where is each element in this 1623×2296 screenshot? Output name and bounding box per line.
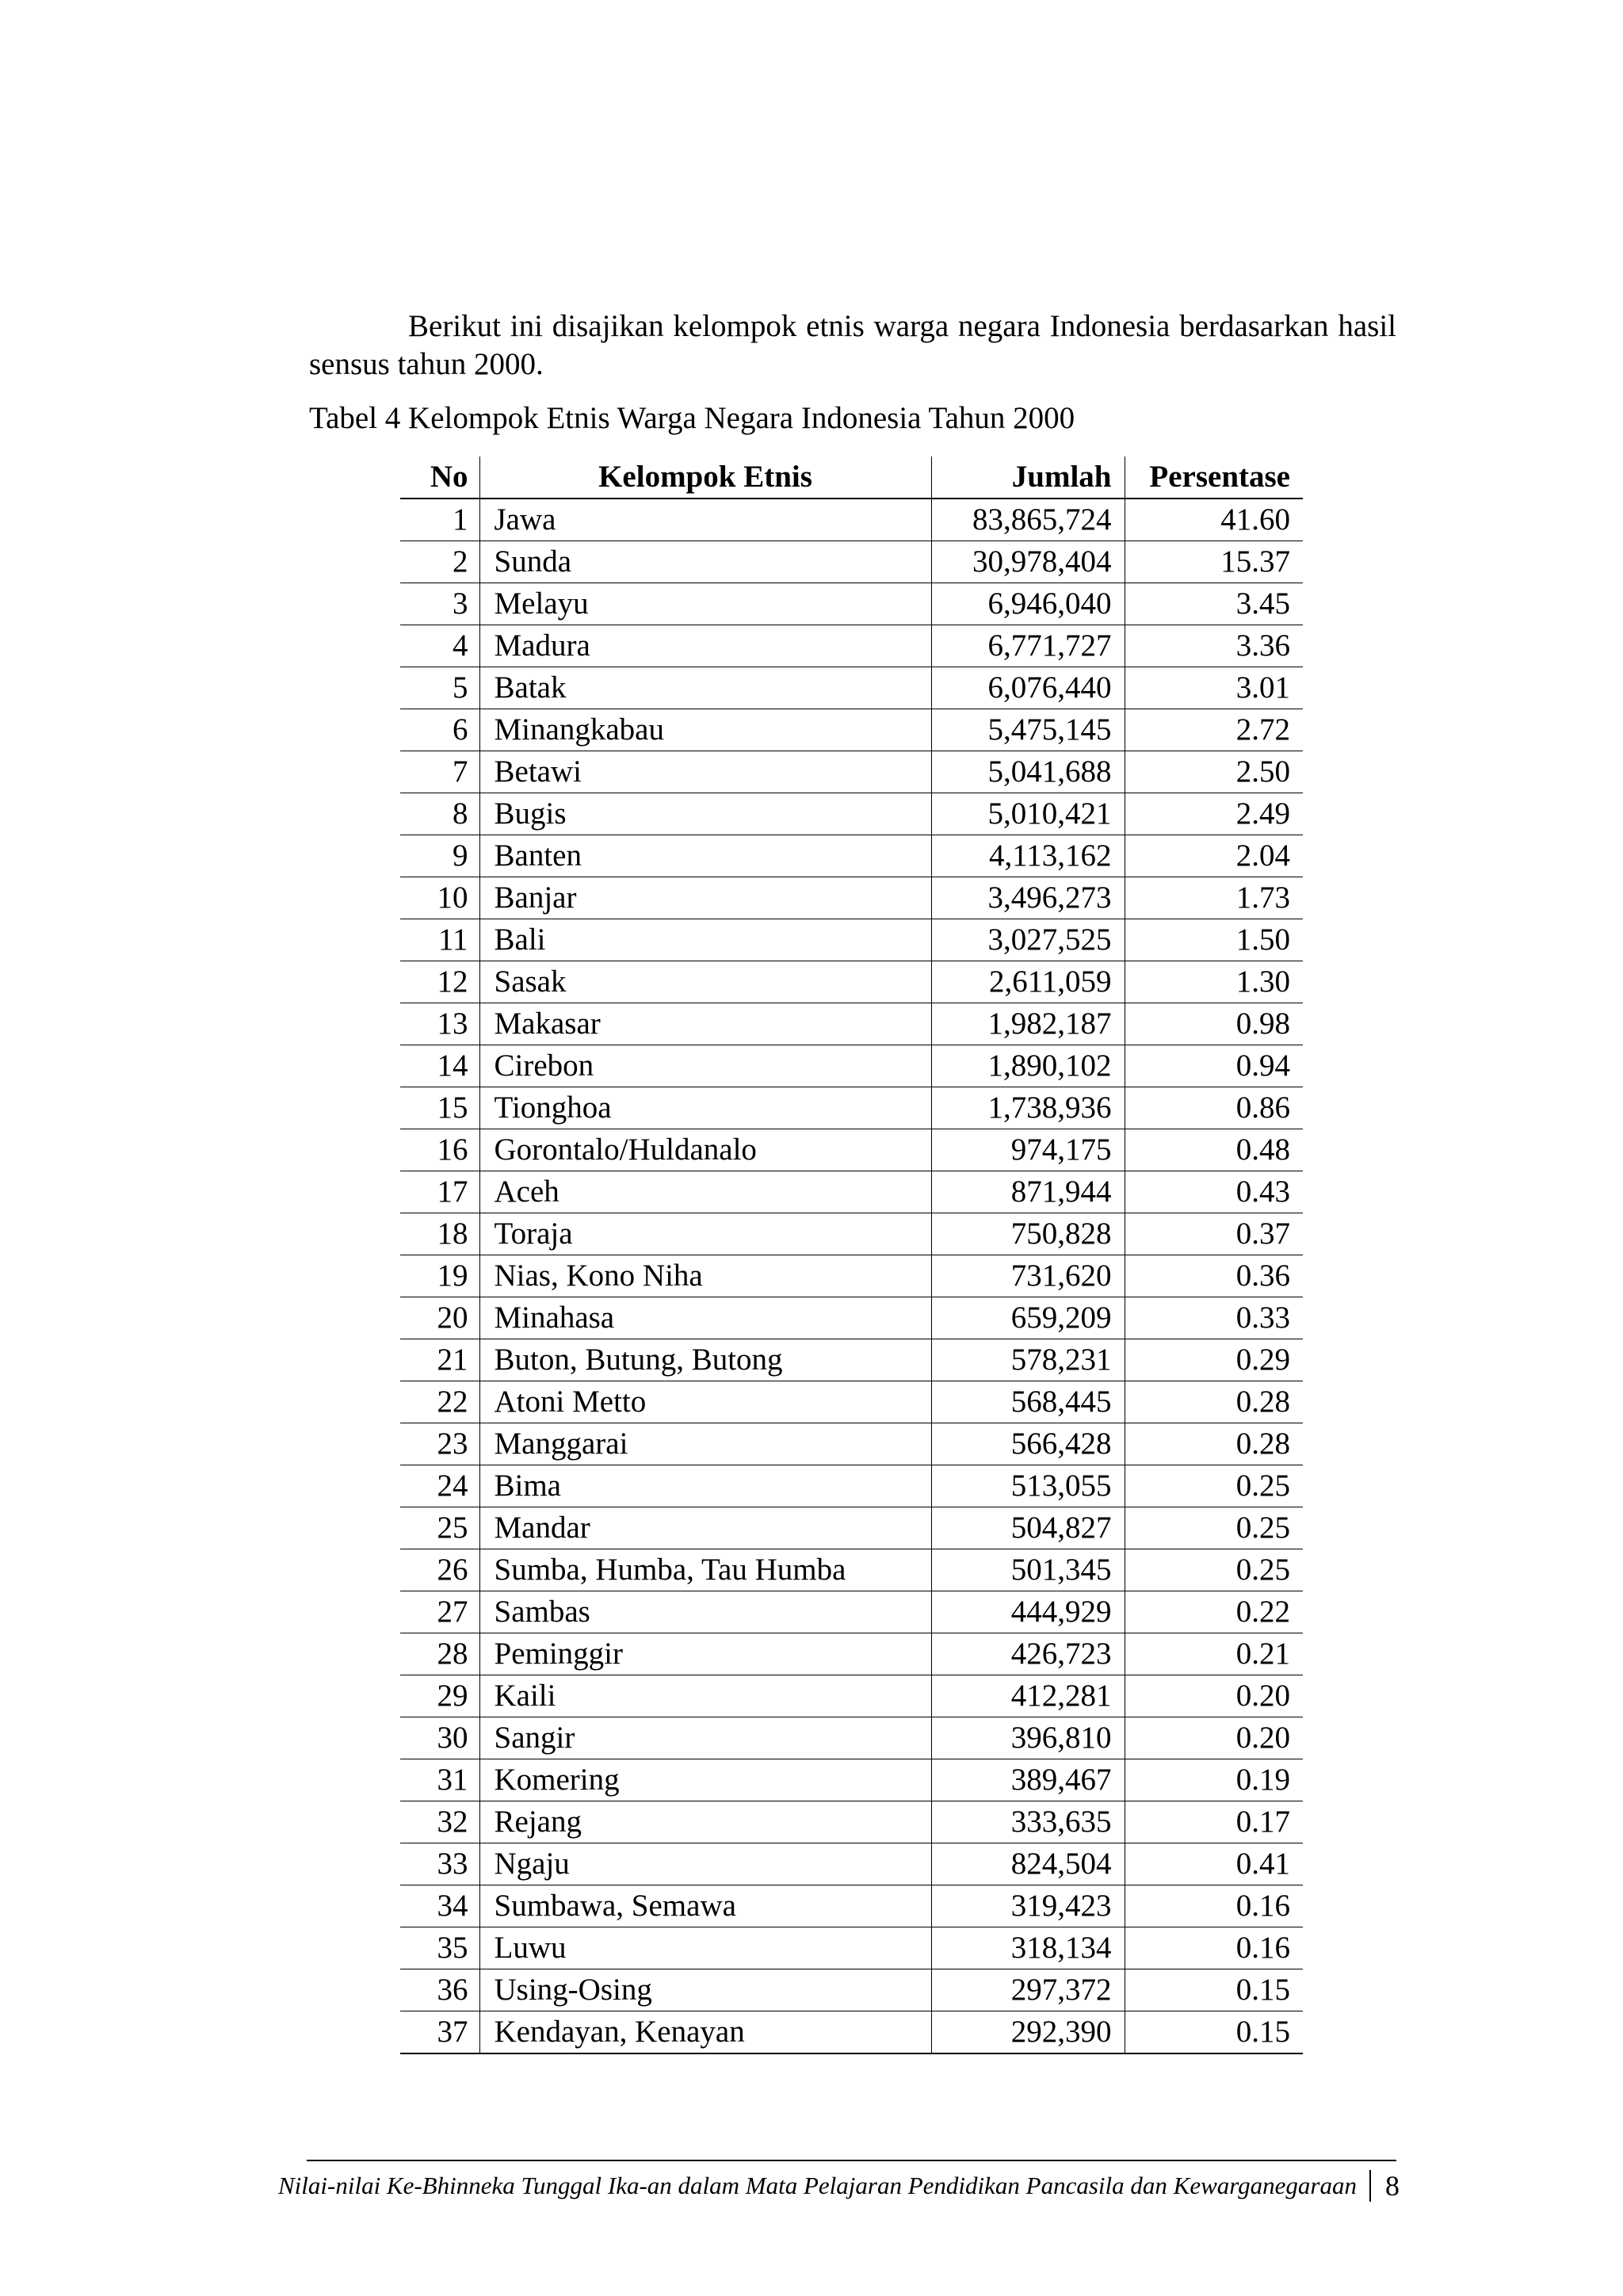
cell-persentase: 3.01	[1125, 667, 1303, 709]
intro-paragraph: Berikut ini disajikan kelompok etnis warga negara Indonesia berdasarkan hasil sensus tahun 2000.	[309, 309, 1396, 381]
cell-kelompok-etnis: Ngaju	[479, 1843, 931, 1885]
table-row	[400, 1591, 1303, 1633]
cell-no: 24	[400, 1465, 479, 1507]
cell-persentase: 2.49	[1125, 793, 1303, 835]
cell-jumlah: 659,209	[931, 1297, 1125, 1339]
cell-no: 16	[400, 1129, 479, 1171]
cell-no: 31	[400, 1759, 479, 1801]
cell-no: 2	[400, 541, 479, 583]
cell-kelompok-etnis: Jawa	[479, 499, 931, 541]
cell-kelompok-etnis: Melayu	[479, 583, 931, 625]
cell-persentase: 0.29	[1125, 1339, 1303, 1381]
table-row	[400, 1087, 1303, 1129]
cell-jumlah: 297,372	[931, 1969, 1125, 2011]
cell-kelompok-etnis: Using-Osing	[479, 1969, 931, 2011]
table-row	[400, 1045, 1303, 1087]
cell-persentase: 0.16	[1125, 1927, 1303, 1969]
cell-kelompok-etnis: Sunda	[479, 541, 931, 583]
cell-persentase: 0.36	[1125, 1255, 1303, 1297]
table-row	[400, 1633, 1303, 1675]
table-row	[400, 919, 1303, 961]
cell-kelompok-etnis: Kaili	[479, 1675, 931, 1717]
cell-persentase: 0.33	[1125, 1297, 1303, 1339]
cell-jumlah: 6,946,040	[931, 583, 1125, 625]
cell-kelompok-etnis: Luwu	[479, 1927, 931, 1969]
cell-no: 15	[400, 1087, 479, 1129]
cell-jumlah: 1,982,187	[931, 1003, 1125, 1045]
cell-kelompok-etnis: Manggarai	[479, 1423, 931, 1465]
header-jumlah: Jumlah	[931, 457, 1125, 499]
cell-jumlah: 83,865,724	[931, 499, 1125, 541]
cell-persentase: 1.30	[1125, 961, 1303, 1003]
table-row	[400, 1465, 1303, 1507]
table-row	[400, 541, 1303, 583]
table-row	[400, 793, 1303, 835]
cell-no: 13	[400, 1003, 479, 1045]
cell-kelompok-etnis: Bali	[479, 919, 931, 961]
table-row	[400, 1423, 1303, 1465]
cell-kelompok-etnis: Toraja	[479, 1213, 931, 1255]
cell-jumlah: 513,055	[931, 1465, 1125, 1507]
cell-persentase: 2.50	[1125, 751, 1303, 793]
cell-jumlah: 412,281	[931, 1675, 1125, 1717]
cell-jumlah: 871,944	[931, 1171, 1125, 1213]
cell-no: 9	[400, 835, 479, 877]
cell-kelompok-etnis: Sambas	[479, 1591, 931, 1633]
cell-no: 30	[400, 1717, 479, 1759]
page-footer	[278, 2170, 1400, 2202]
cell-persentase: 0.20	[1125, 1717, 1303, 1759]
table-header-row	[400, 457, 1303, 499]
cell-no: 10	[400, 877, 479, 919]
table-caption: Tabel 4 Kelompok Etnis Warga Negara Indonesia Tahun 2000	[309, 401, 1075, 435]
cell-persentase: 0.98	[1125, 1003, 1303, 1045]
cell-no: 6	[400, 709, 479, 751]
cell-persentase: 3.45	[1125, 583, 1303, 625]
cell-jumlah: 333,635	[931, 1801, 1125, 1843]
cell-no: 3	[400, 583, 479, 625]
cell-jumlah: 974,175	[931, 1129, 1125, 1171]
cell-persentase: 0.94	[1125, 1045, 1303, 1087]
cell-no: 18	[400, 1213, 479, 1255]
cell-kelompok-etnis: Rejang	[479, 1801, 931, 1843]
table-row	[400, 1213, 1303, 1255]
cell-jumlah: 5,041,688	[931, 751, 1125, 793]
cell-no: 23	[400, 1423, 479, 1465]
cell-jumlah: 318,134	[931, 1927, 1125, 1969]
cell-persentase: 1.50	[1125, 919, 1303, 961]
header-no: No	[400, 457, 479, 499]
cell-kelompok-etnis: Banten	[479, 835, 931, 877]
table-row	[400, 961, 1303, 1003]
cell-kelompok-etnis: Sasak	[479, 961, 931, 1003]
cell-kelompok-etnis: Kendayan, Kenayan	[479, 2011, 931, 2054]
table-row	[400, 1171, 1303, 1213]
cell-kelompok-etnis: Buton, Butung, Butong	[479, 1339, 931, 1381]
cell-persentase: 0.41	[1125, 1843, 1303, 1885]
cell-kelompok-etnis: Peminggir	[479, 1633, 931, 1675]
table-row	[400, 1549, 1303, 1591]
cell-jumlah: 6,076,440	[931, 667, 1125, 709]
cell-no: 1	[400, 499, 479, 541]
cell-kelompok-etnis: Cirebon	[479, 1045, 931, 1087]
table-row	[400, 625, 1303, 667]
cell-kelompok-etnis: Mandar	[479, 1507, 931, 1549]
cell-kelompok-etnis: Aceh	[479, 1171, 931, 1213]
cell-persentase: 0.37	[1125, 1213, 1303, 1255]
table-row	[400, 1885, 1303, 1927]
cell-jumlah: 426,723	[931, 1633, 1125, 1675]
cell-jumlah: 1,890,102	[931, 1045, 1125, 1087]
footer-divider	[307, 2160, 1396, 2161]
table-row	[400, 1003, 1303, 1045]
cell-kelompok-etnis: Bima	[479, 1465, 931, 1507]
table-row	[400, 1381, 1303, 1423]
cell-kelompok-etnis: Minangkabau	[479, 709, 931, 751]
cell-no: 14	[400, 1045, 479, 1087]
cell-no: 25	[400, 1507, 479, 1549]
cell-persentase: 0.48	[1125, 1129, 1303, 1171]
cell-kelompok-etnis: Bugis	[479, 793, 931, 835]
cell-persentase: 1.73	[1125, 877, 1303, 919]
cell-no: 27	[400, 1591, 479, 1633]
table-row	[400, 1801, 1303, 1843]
cell-persentase: 2.04	[1125, 835, 1303, 877]
cell-persentase: 0.25	[1125, 1507, 1303, 1549]
header-persentase: Persentase	[1125, 457, 1303, 499]
cell-persentase: 3.36	[1125, 625, 1303, 667]
cell-persentase: 0.17	[1125, 1801, 1303, 1843]
cell-jumlah: 504,827	[931, 1507, 1125, 1549]
cell-no: 12	[400, 961, 479, 1003]
table-row	[400, 2011, 1303, 2054]
cell-persentase: 0.43	[1125, 1171, 1303, 1213]
cell-jumlah: 319,423	[931, 1885, 1125, 1927]
cell-kelompok-etnis: Banjar	[479, 877, 931, 919]
table-row	[400, 1759, 1303, 1801]
cell-no: 26	[400, 1549, 479, 1591]
cell-jumlah: 2,611,059	[931, 961, 1125, 1003]
cell-jumlah: 5,475,145	[931, 709, 1125, 751]
cell-no: 8	[400, 793, 479, 835]
cell-kelompok-etnis: Sumba, Humba, Tau Humba	[479, 1549, 931, 1591]
table-row	[400, 1129, 1303, 1171]
cell-kelompok-etnis: Minahasa	[479, 1297, 931, 1339]
cell-no: 19	[400, 1255, 479, 1297]
cell-no: 20	[400, 1297, 479, 1339]
cell-persentase: 0.22	[1125, 1591, 1303, 1633]
cell-persentase: 2.72	[1125, 709, 1303, 751]
cell-jumlah: 501,345	[931, 1549, 1125, 1591]
cell-persentase: 0.25	[1125, 1465, 1303, 1507]
ethnic-groups-table	[400, 457, 1303, 2054]
cell-no: 5	[400, 667, 479, 709]
cell-no: 11	[400, 919, 479, 961]
cell-no: 17	[400, 1171, 479, 1213]
cell-no: 28	[400, 1633, 479, 1675]
cell-jumlah: 5,010,421	[931, 793, 1125, 835]
cell-no: 35	[400, 1927, 479, 1969]
cell-kelompok-etnis: Batak	[479, 667, 931, 709]
cell-no: 7	[400, 751, 479, 793]
cell-kelompok-etnis: Komering	[479, 1759, 931, 1801]
cell-persentase: 0.16	[1125, 1885, 1303, 1927]
cell-persentase: 0.28	[1125, 1423, 1303, 1465]
table-body	[400, 499, 1303, 2053]
cell-no: 32	[400, 1801, 479, 1843]
header-kelompok-etnis: Kelompok Etnis	[479, 457, 931, 499]
table-row	[400, 499, 1303, 541]
cell-jumlah: 30,978,404	[931, 541, 1125, 583]
cell-no: 4	[400, 625, 479, 667]
table-row	[400, 709, 1303, 751]
footer-title: Nilai-nilai Ke-Bhinneka Tunggal Ika-an dalam Mata Pelajaran Pendidikan Pancasila dan Kewarganegaraan	[278, 2172, 1357, 2199]
cell-jumlah: 3,027,525	[931, 919, 1125, 961]
table-row	[400, 751, 1303, 793]
cell-persentase: 0.15	[1125, 2011, 1303, 2054]
cell-jumlah: 4,113,162	[931, 835, 1125, 877]
cell-persentase: 0.86	[1125, 1087, 1303, 1129]
cell-no: 29	[400, 1675, 479, 1717]
table-row	[400, 1843, 1303, 1885]
page-number: 8	[1385, 2170, 1400, 2202]
table-row	[400, 583, 1303, 625]
cell-no: 36	[400, 1969, 479, 2011]
table-row	[400, 877, 1303, 919]
cell-no: 33	[400, 1843, 479, 1885]
cell-persentase: 15.37	[1125, 541, 1303, 583]
cell-no: 21	[400, 1339, 479, 1381]
cell-kelompok-etnis: Makasar	[479, 1003, 931, 1045]
table-row	[400, 835, 1303, 877]
cell-jumlah: 396,810	[931, 1717, 1125, 1759]
table-row	[400, 1507, 1303, 1549]
cell-persentase: 0.19	[1125, 1759, 1303, 1801]
table-row	[400, 1339, 1303, 1381]
cell-jumlah: 1,738,936	[931, 1087, 1125, 1129]
cell-jumlah: 731,620	[931, 1255, 1125, 1297]
table-row	[400, 1969, 1303, 2011]
cell-jumlah: 566,428	[931, 1423, 1125, 1465]
table-row	[400, 1927, 1303, 1969]
cell-kelompok-etnis: Gorontalo/Huldanalo	[479, 1129, 931, 1171]
cell-jumlah: 444,929	[931, 1591, 1125, 1633]
cell-kelompok-etnis: Madura	[479, 625, 931, 667]
cell-no: 37	[400, 2011, 479, 2054]
cell-jumlah: 750,828	[931, 1213, 1125, 1255]
cell-persentase: 0.20	[1125, 1675, 1303, 1717]
cell-jumlah: 3,496,273	[931, 877, 1125, 919]
cell-persentase: 0.21	[1125, 1633, 1303, 1675]
cell-jumlah: 578,231	[931, 1339, 1125, 1381]
footer-separator	[1369, 2170, 1371, 2202]
cell-persentase: 41.60	[1125, 499, 1303, 541]
table-row	[400, 1675, 1303, 1717]
cell-kelompok-etnis: Nias, Kono Niha	[479, 1255, 931, 1297]
cell-jumlah: 292,390	[931, 2011, 1125, 2054]
cell-jumlah: 568,445	[931, 1381, 1125, 1423]
cell-persentase: 0.28	[1125, 1381, 1303, 1423]
cell-kelompok-etnis: Betawi	[479, 751, 931, 793]
cell-kelompok-etnis: Atoni Metto	[479, 1381, 931, 1423]
table-row	[400, 667, 1303, 709]
table-row	[400, 1297, 1303, 1339]
cell-jumlah: 389,467	[931, 1759, 1125, 1801]
cell-kelompok-etnis: Sumbawa, Semawa	[479, 1885, 931, 1927]
cell-jumlah: 6,771,727	[931, 625, 1125, 667]
cell-jumlah: 824,504	[931, 1843, 1125, 1885]
table-row	[400, 1717, 1303, 1759]
cell-kelompok-etnis: Tionghoa	[479, 1087, 931, 1129]
cell-persentase: 0.15	[1125, 1969, 1303, 2011]
table-row	[400, 1255, 1303, 1297]
cell-persentase: 0.25	[1125, 1549, 1303, 1591]
cell-kelompok-etnis: Sangir	[479, 1717, 931, 1759]
cell-no: 22	[400, 1381, 479, 1423]
cell-no: 34	[400, 1885, 479, 1927]
